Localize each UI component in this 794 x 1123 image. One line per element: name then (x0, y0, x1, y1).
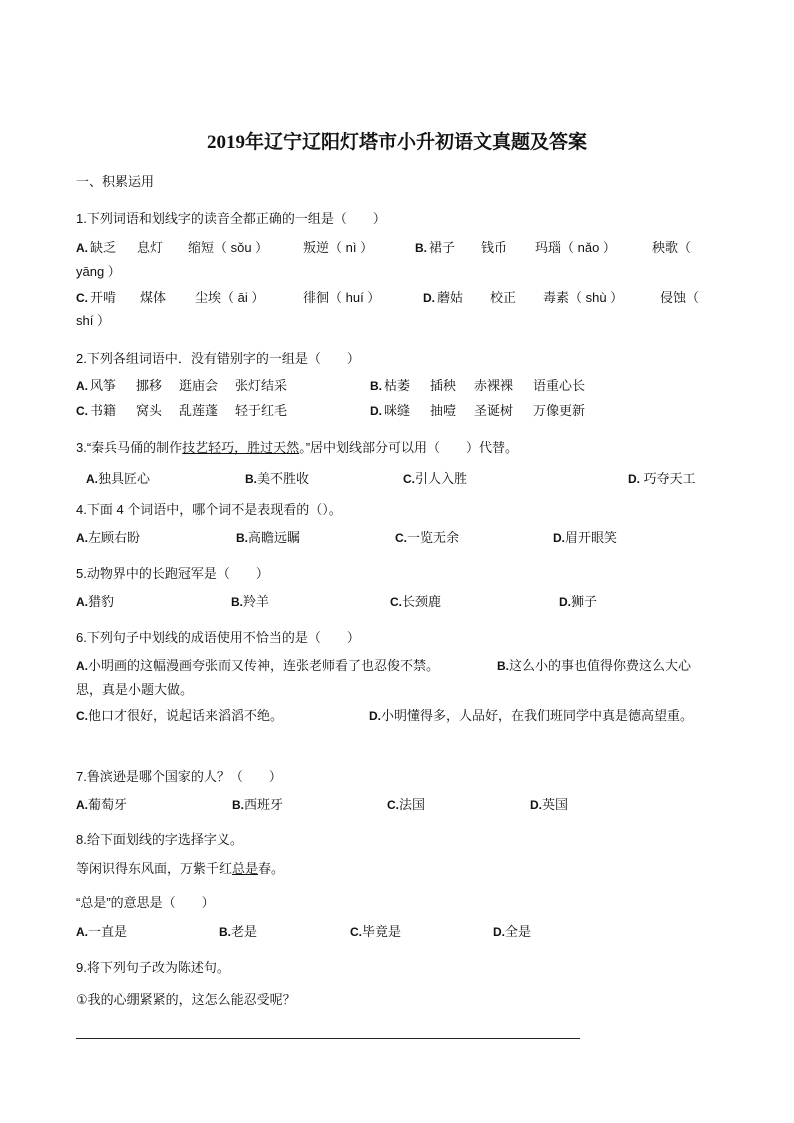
option-label: C. (76, 404, 88, 418)
option-text: 巧夺天工 (640, 471, 696, 486)
option-text: 这么小的事也值得你费这么大心 (509, 658, 692, 673)
option-text: 眉开眼笑 (565, 530, 618, 545)
question-stem: 7.鲁滨逊是哪个国家的人？（ ） (76, 769, 282, 784)
option-b (219, 924, 257, 940)
option-text: 引人入胜 (415, 471, 468, 486)
option-label: A. (76, 798, 88, 812)
option-b (245, 471, 309, 487)
question-stem: 2.下列各组词语中．没有错别字的一组是（ ） (76, 351, 360, 366)
option-label: C. (76, 291, 88, 305)
option-a (76, 797, 127, 813)
option-text: 西班牙 (244, 797, 284, 812)
option-label: B. (497, 659, 509, 673)
option-word: 叛逆（ nì ） (303, 240, 374, 255)
poem-text: 等闲识得东风面，万紫千红 (76, 861, 233, 876)
option-label: D. (423, 291, 435, 305)
option-text: 法国 (399, 797, 426, 812)
option-label: D. (559, 595, 571, 609)
option-label: A. (76, 379, 88, 393)
option-word: 校正 (490, 290, 517, 305)
option-text: 英国 (542, 797, 569, 812)
option-label: D. (369, 709, 381, 723)
option-label: A. (76, 659, 88, 673)
option-label: D. (628, 472, 640, 486)
option-text: 一览无余 (407, 530, 460, 545)
option-word: 钱币 (481, 240, 508, 255)
sub-question: “总是”的意思是（ ） (76, 895, 215, 910)
option-word: 插秧 (430, 378, 457, 393)
option-word: 抽噎 (430, 403, 457, 418)
option-label: A. (76, 595, 88, 609)
underlined-word: 总是 (232, 861, 259, 876)
option-a (76, 594, 114, 610)
option-wrap: yāng ） (76, 264, 121, 279)
option-label: A. (76, 925, 88, 939)
option-word: 毒素（ shù ） (543, 290, 624, 305)
option-text: 长颈鹿 (402, 594, 442, 609)
option-text: 小明懂得多，人品好，在我们班同学中真是德高望重。 (381, 708, 694, 723)
option-word: 赤裸裸 (474, 378, 514, 393)
option-word: 轻于红毛 (235, 403, 288, 418)
option-word: 张灯结采 (235, 378, 288, 393)
option-text: 羚羊 (243, 594, 270, 609)
option-word: 息灯 (137, 240, 164, 255)
option-word: 侵蚀（ (660, 290, 700, 305)
question-stem: 4.下面 4 个词语中，哪个词不是表现看的（）。 (76, 502, 342, 517)
question-stem: 9.将下列句子改为陈述句。 (76, 960, 230, 975)
option-label: B. (415, 241, 427, 255)
option-text: 狮子 (571, 594, 598, 609)
option-wrap: shí ） (76, 313, 110, 328)
option-text: 毕竟是 (362, 924, 402, 939)
option-word: 徘徊（ huí ） (303, 290, 381, 305)
option-c (403, 471, 467, 487)
option-text: 高瞻远瞩 (248, 530, 301, 545)
option-word: 圣诞树 (474, 403, 514, 418)
option-word: 秧歌（ (652, 240, 692, 255)
option-d (628, 471, 696, 487)
question-stem: 5.动物界中的长跑冠军是（ ） (76, 566, 269, 581)
option-label: B. (236, 531, 248, 545)
option-text: 一直是 (88, 924, 128, 939)
option-label: A. (76, 241, 88, 255)
section-heading: 一、积累运用 (76, 174, 155, 189)
option-text: 全是 (505, 924, 532, 939)
question-stem: 6.下列句子中划线的成语使用不恰当的是（ ） (76, 630, 360, 645)
option-a (86, 471, 150, 487)
option-label: C. (390, 595, 402, 609)
question-stem (76, 440, 518, 456)
option-word: 语重心长 (533, 378, 586, 393)
option-word: 风筝 (90, 378, 117, 393)
option-word: 咪缝 (384, 403, 411, 418)
option-label: B. (231, 595, 243, 609)
option-label: D. (530, 798, 542, 812)
poem-line (76, 861, 284, 877)
page-title: 2019年辽宁辽阳灯塔市小升初语文真题及答案 (206, 132, 587, 153)
option-word: 尘埃（ āi ） (195, 290, 265, 305)
option-label: C. (76, 709, 88, 723)
option-word: 蘑姑 (437, 290, 464, 305)
option-word: 乱莲蓬 (179, 403, 219, 418)
option-word: 裙子 (429, 240, 456, 255)
option-b (231, 594, 269, 610)
option-a (76, 924, 127, 940)
option-label: B. (219, 925, 231, 939)
option-label: C. (395, 531, 407, 545)
option-text: 左顾右盼 (88, 530, 141, 545)
option-d (493, 924, 531, 940)
option-b (497, 658, 691, 674)
option-label: B. (232, 798, 244, 812)
stem-text: 3.“秦兵马俑的制作 (76, 440, 183, 455)
option-label: D. (370, 404, 382, 418)
option-word: 万像更新 (533, 403, 586, 418)
option-b (236, 530, 300, 546)
option-a (76, 658, 439, 674)
option-label: C. (403, 472, 415, 486)
option-word: 缺乏 (90, 240, 117, 255)
option-a (76, 530, 140, 546)
question-stem: 1.下列词语和划线字的读音全都正确的一组是（ ） (76, 211, 386, 226)
option-label: B. (245, 472, 257, 486)
option-d (369, 708, 693, 724)
option-d (553, 530, 617, 546)
question-item: ①我的心绷紧紧的，这怎么能忍受呢？ (76, 992, 296, 1007)
option-c (387, 797, 425, 813)
option-label: A. (76, 531, 88, 545)
option-word: 挪移 (136, 378, 163, 393)
option-label: A. (86, 472, 98, 486)
option-c (350, 924, 401, 940)
option-b-wrap: 思，真是小题大做。 (76, 682, 194, 697)
option-text: 老是 (231, 924, 258, 939)
option-text: 他口才很好，说起话来滔滔不绝。 (88, 708, 284, 723)
option-d (559, 594, 597, 610)
option-text: 小明画的这幅漫画夸张而又传神，连张老师看了也忍俊不禁。 (88, 658, 440, 673)
option-label: B. (370, 379, 382, 393)
option-word: 枯萎 (384, 378, 411, 393)
option-word: 窝头 (136, 403, 163, 418)
option-text: 葡萄牙 (88, 797, 128, 812)
option-c (395, 530, 459, 546)
option-text: 美不胜收 (257, 471, 310, 486)
option-word: 书籍 (90, 403, 117, 418)
option-label: C. (387, 798, 399, 812)
option-word: 缩短（ sǒu ） (188, 240, 269, 255)
answer-line (76, 1038, 580, 1039)
question-stem: 8.给下面划线的字选择字义。 (76, 832, 243, 847)
option-c (390, 594, 441, 610)
option-word: 开啃 (90, 290, 117, 305)
option-word: 煤体 (140, 290, 167, 305)
option-text: 独具匠心 (98, 471, 151, 486)
option-b (232, 797, 283, 813)
option-word: 玛瑙（ nǎo ） (535, 240, 616, 255)
option-text: 猎豹 (88, 594, 115, 609)
option-c (76, 708, 283, 724)
option-d (530, 797, 568, 813)
poem-text: 春。 (258, 861, 285, 876)
underlined-phrase: 技艺轻巧，胜过天然 (182, 440, 300, 455)
stem-text: 。”居中划线部分可以用（ ）代替。 (299, 440, 519, 455)
option-label: D. (553, 531, 565, 545)
option-label: D. (493, 925, 505, 939)
option-word: 逛庙会 (179, 378, 219, 393)
option-label: C. (350, 925, 362, 939)
